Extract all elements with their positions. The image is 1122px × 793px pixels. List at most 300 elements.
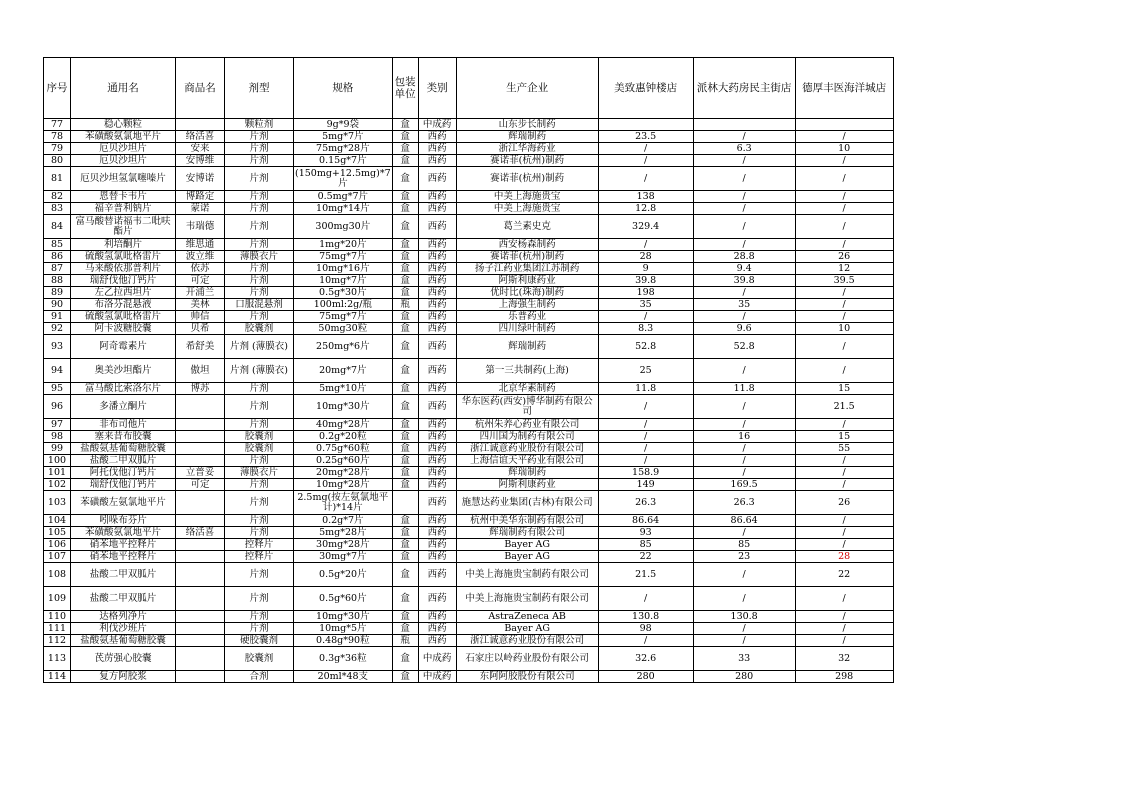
col-store-dehoufeng-cell: / — [795, 419, 893, 431]
col-manufacturer-cell: 乐普药业 — [456, 311, 598, 323]
col-store-meizhi-cell: 93 — [598, 527, 693, 539]
col-dosage-form-cell: 薄膜衣片 — [225, 467, 294, 479]
col-store-meizhi-cell: 25 — [598, 359, 693, 383]
col-store-dehoufeng-cell: / — [795, 299, 893, 311]
col-dosage-form-cell: 片剂 — [225, 395, 294, 419]
col-generic-name-cell: 奥美沙坦酯片 — [71, 359, 176, 383]
col-store-dehoufeng-cell: / — [795, 131, 893, 143]
col-store-meizhi-header: 美致惠钟楼店 — [598, 58, 693, 119]
col-dosage-form-cell: 片剂 — [225, 623, 294, 635]
col-store-meizhi-cell: / — [598, 635, 693, 647]
col-store-dehoufeng-cell: 32 — [795, 647, 893, 671]
col-brand-name-cell: 美林 — [176, 299, 225, 311]
col-package-unit-cell: 盒 — [392, 419, 418, 431]
col-store-pailin-cell: 23 — [693, 551, 795, 563]
col-index-cell: 85 — [44, 239, 71, 251]
col-category-cell: 西药 — [418, 383, 456, 395]
col-brand-name-cell — [176, 443, 225, 455]
col-package-unit-cell: 盒 — [392, 443, 418, 455]
col-store-meizhi-cell: / — [598, 587, 693, 611]
col-dosage-form-cell: 片剂 — [225, 479, 294, 491]
col-store-pailin-cell: / — [693, 131, 795, 143]
col-spec-cell: 9g*9袋 — [294, 119, 393, 131]
col-store-dehoufeng-cell: / — [795, 587, 893, 611]
col-store-meizhi-cell: 28 — [598, 251, 693, 263]
col-spec-cell: 0.5g*30片 — [294, 287, 393, 299]
table-row — [44, 455, 894, 467]
col-store-pailin-cell: / — [693, 203, 795, 215]
col-dosage-form-cell: 合剂 — [225, 671, 294, 683]
col-spec-cell: (150mg+12.5mg)*7片 — [295, 167, 391, 189]
table-row — [44, 155, 894, 167]
col-generic-name-cell: 苯磺酸左氨氯地平片 — [71, 491, 176, 515]
col-index-cell: 103 — [44, 491, 71, 515]
col-manufacturer-cell: 赛诺菲(杭州)制药 — [456, 251, 598, 263]
col-manufacturer-cell: 石家庄以岭药业股份有限公司 — [456, 647, 598, 671]
col-manufacturer-cell: 扬子江药业集团江苏制药 — [456, 263, 598, 275]
col-generic-name-cell: 盐酸二甲双胍片 — [71, 587, 176, 611]
col-manufacturer-cell: 杭州朱养心药业有限公司 — [456, 419, 598, 431]
col-spec-cell: 5mg*10片 — [294, 383, 393, 395]
table-row — [44, 623, 894, 635]
col-manufacturer-cell: 施慧达药业集团(吉林)有限公司 — [456, 491, 598, 515]
col-package-unit-cell: 盒 — [392, 287, 418, 299]
col-brand-name-cell — [176, 419, 225, 431]
col-category-cell: 西药 — [418, 263, 456, 275]
col-category-cell: 西药 — [418, 311, 456, 323]
col-spec-cell: 250mg*6片 — [294, 335, 393, 359]
col-dosage-form-cell: 片剂 — [225, 587, 294, 611]
col-index-cell: 113 — [44, 647, 71, 671]
col-spec-cell: 100ml:2g/瓶 — [294, 299, 393, 311]
col-spec-cell: 75mg*7片 — [294, 311, 393, 323]
col-dosage-form-cell: 片剂 — [225, 263, 294, 275]
col-category-cell: 西药 — [418, 551, 456, 563]
col-store-pailin-cell: 11.8 — [693, 383, 795, 395]
col-store-pailin-cell: 16 — [693, 431, 795, 443]
col-brand-name-cell — [176, 455, 225, 467]
table-row — [44, 263, 894, 275]
col-index-cell: 111 — [44, 623, 71, 635]
col-package-unit-cell: 盒 — [392, 323, 418, 335]
col-package-unit-cell: 瓶 — [392, 299, 418, 311]
col-generic-name-cell: 硫酸氢氯吡格雷片 — [71, 251, 176, 263]
col-package-unit-cell: 盒 — [392, 431, 418, 443]
col-brand-name-cell — [176, 623, 225, 635]
col-brand-name-cell: 络活喜 — [176, 131, 225, 143]
col-spec-cell: 10mg*5片 — [294, 623, 393, 635]
table-row — [44, 203, 894, 215]
col-brand-name-cell: 安来 — [176, 143, 225, 155]
col-spec-cell: 0.48g*90粒 — [294, 635, 393, 647]
col-index-cell: 91 — [44, 311, 71, 323]
col-package-unit-cell: 盒 — [392, 587, 418, 611]
col-package-unit-cell: 盒 — [392, 167, 418, 191]
col-brand-name-cell — [176, 647, 225, 671]
col-index-cell: 78 — [44, 131, 71, 143]
col-dosage-form-cell: 片剂 — [225, 275, 294, 287]
col-store-meizhi-cell: 9 — [598, 263, 693, 275]
col-store-pailin-cell: / — [693, 419, 795, 431]
col-generic-name-cell: 硝苯地平控释片 — [71, 539, 176, 551]
col-category-cell: 西药 — [418, 191, 456, 203]
col-category-cell: 西药 — [418, 155, 456, 167]
col-category-cell: 西药 — [418, 251, 456, 263]
table-row — [44, 323, 894, 335]
col-store-meizhi-cell: / — [598, 455, 693, 467]
col-category-cell: 西药 — [418, 527, 456, 539]
col-generic-name-cell: 芪苈强心胶囊 — [71, 647, 176, 671]
col-brand-name-cell: 希舒美 — [176, 335, 225, 359]
col-package-unit-cell: 盒 — [392, 539, 418, 551]
table-row — [44, 443, 894, 455]
col-generic-name-cell: 瑞舒伐他汀钙片 — [71, 275, 176, 287]
col-store-pailin-cell: 169.5 — [693, 479, 795, 491]
col-index-cell: 79 — [44, 143, 71, 155]
col-store-pailin-cell: 86.64 — [693, 515, 795, 527]
col-store-dehoufeng-cell: / — [795, 479, 893, 491]
table-row — [44, 539, 894, 551]
col-store-meizhi-cell: / — [598, 395, 693, 419]
col-store-pailin-cell: 280 — [693, 671, 795, 683]
col-brand-name-cell: 帅信 — [176, 311, 225, 323]
col-generic-name-cell: 福辛普利钠片 — [71, 203, 176, 215]
col-brand-name-cell: 安博维 — [176, 155, 225, 167]
col-store-pailin-cell: / — [693, 215, 795, 239]
col-store-pailin-cell: / — [693, 635, 795, 647]
col-package-unit-cell: 盒 — [392, 455, 418, 467]
col-store-dehoufeng-cell: 22 — [795, 563, 893, 587]
col-store-pailin-cell: / — [693, 443, 795, 455]
col-generic-name-cell: 阿卡波糖胶囊 — [71, 323, 176, 335]
col-brand-name-cell: 博路定 — [176, 191, 225, 203]
col-dosage-form-cell: 控释片 — [225, 539, 294, 551]
col-store-dehoufeng-cell: 12 — [795, 263, 893, 275]
col-generic-name-cell: 富马酸替诺福韦二吡呋酯片 — [71, 215, 176, 239]
col-index-cell: 90 — [44, 299, 71, 311]
col-category-cell: 西药 — [418, 491, 456, 515]
table-row — [44, 215, 894, 239]
col-store-pailin-cell: 6.3 — [693, 143, 795, 155]
table-row — [44, 419, 894, 431]
col-dosage-form-cell: 硬胶囊剂 — [225, 635, 294, 647]
col-brand-name-cell — [176, 539, 225, 551]
col-brand-name-cell — [176, 563, 225, 587]
col-index-cell: 114 — [44, 671, 71, 683]
col-index-cell: 82 — [44, 191, 71, 203]
col-store-meizhi-cell: 52.8 — [598, 335, 693, 359]
col-category-cell: 西药 — [418, 623, 456, 635]
table-row — [44, 467, 894, 479]
col-spec-cell: 10mg*30片 — [294, 611, 393, 623]
col-manufacturer-cell: 辉瑞制药 — [456, 335, 598, 359]
col-package-unit-cell: 盒 — [392, 671, 418, 683]
col-store-meizhi-cell: 22 — [598, 551, 693, 563]
col-generic-name-cell: 利培酮片 — [71, 239, 176, 251]
table-row — [44, 587, 894, 611]
col-store-pailin-cell: / — [693, 155, 795, 167]
col-brand-name-cell — [176, 491, 225, 515]
col-store-dehoufeng-cell: 15 — [795, 383, 893, 395]
col-package-unit-cell: 盒 — [392, 563, 418, 587]
col-generic-name-cell: 盐酸二甲双胍片 — [71, 563, 176, 587]
col-index-cell: 112 — [44, 635, 71, 647]
table-row — [44, 191, 894, 203]
col-manufacturer-cell: 辉瑞制药 — [456, 467, 598, 479]
col-store-pailin-cell: 33 — [693, 647, 795, 671]
col-package-unit-cell: 盒 — [392, 155, 418, 167]
col-store-pailin-cell: 130.8 — [693, 611, 795, 623]
col-brand-name-cell: 波立维 — [176, 251, 225, 263]
col-index-cell: 95 — [44, 383, 71, 395]
table-row — [44, 563, 894, 587]
col-package-unit-cell: 盒 — [392, 275, 418, 287]
col-index-cell: 84 — [44, 215, 71, 239]
col-generic-name-cell: 塞来昔布胶囊 — [71, 431, 176, 443]
col-brand-name-cell — [176, 611, 225, 623]
col-dosage-form-cell: 片剂 — [225, 203, 294, 215]
col-store-dehoufeng-cell: 21.5 — [795, 395, 893, 419]
col-manufacturer-cell: 中美上海施贵宝制药有限公司 — [456, 563, 598, 587]
col-category-cell: 西药 — [418, 215, 456, 239]
col-generic-name-cell: 硫酸氢氯吡格雷片 — [71, 311, 176, 323]
col-store-dehoufeng-cell: / — [795, 623, 893, 635]
col-store-meizhi-cell: 158.9 — [598, 467, 693, 479]
col-generic-name-cell: 富马酸比索洛尔片 — [71, 383, 176, 395]
col-generic-name-cell: 稳心颗粒 — [71, 119, 176, 131]
col-package-unit-cell: 盒 — [392, 335, 418, 359]
col-store-pailin-cell: 52.8 — [693, 335, 795, 359]
col-index-cell: 105 — [44, 527, 71, 539]
col-index-cell: 92 — [44, 323, 71, 335]
col-category-cell: 西药 — [418, 515, 456, 527]
col-dosage-form-cell: 片剂 — [225, 143, 294, 155]
col-package-unit-cell: 盒 — [392, 191, 418, 203]
col-store-dehoufeng-cell: 26 — [795, 251, 893, 263]
table-row — [44, 491, 894, 515]
col-index-header: 序号 — [44, 58, 71, 119]
col-store-dehoufeng-cell: 298 — [795, 671, 893, 683]
col-store-dehoufeng-cell: / — [795, 335, 893, 359]
col-store-meizhi-cell: 23.5 — [598, 131, 693, 143]
col-manufacturer-cell: 辉瑞制药有限公司 — [456, 527, 598, 539]
col-generic-name-cell: 阿奇霉素片 — [71, 335, 176, 359]
col-store-meizhi-cell: 32.6 — [598, 647, 693, 671]
col-spec-cell: 5mg*28片 — [294, 527, 393, 539]
col-generic-name-cell: 马来酸依那普利片 — [71, 263, 176, 275]
col-store-dehoufeng-cell: 15 — [795, 431, 893, 443]
col-index-cell: 93 — [44, 335, 71, 359]
table-row — [44, 515, 894, 527]
col-package-unit-cell: 盒 — [392, 479, 418, 491]
col-store-meizhi-cell: 198 — [598, 287, 693, 299]
col-store-meizhi-cell: 329.4 — [598, 215, 693, 239]
col-spec-cell: 0.25g*60片 — [294, 455, 393, 467]
col-package-unit-cell: 盒 — [392, 647, 418, 671]
col-dosage-form-cell: 片剂 — [225, 215, 294, 239]
col-store-dehoufeng-cell: / — [795, 527, 893, 539]
col-manufacturer-cell: Bayer AG — [456, 551, 598, 563]
col-index-cell: 107 — [44, 551, 71, 563]
col-spec-cell: 0.2g*20粒 — [294, 431, 393, 443]
col-manufacturer-cell: 阿斯利康药业 — [456, 275, 598, 287]
col-manufacturer-cell: 中美上海施贵宝 — [456, 203, 598, 215]
col-category-header: 类别 — [418, 58, 456, 119]
col-spec-cell: 0.5g*60片 — [294, 587, 393, 611]
col-store-dehoufeng-cell: / — [795, 467, 893, 479]
col-store-pailin-cell: / — [693, 167, 795, 191]
col-category-cell: 西药 — [418, 563, 456, 587]
table-row — [44, 611, 894, 623]
col-index-cell: 94 — [44, 359, 71, 383]
col-brand-name-cell: 开浦兰 — [176, 287, 225, 299]
col-generic-name-cell: 多潘立酮片 — [71, 395, 176, 419]
col-store-pailin-cell: 35 — [693, 299, 795, 311]
col-brand-name-cell: 可定 — [176, 275, 225, 287]
col-brand-name-header: 商品名 — [176, 58, 225, 119]
col-store-meizhi-cell — [598, 119, 693, 131]
col-manufacturer-cell: 华东医药(西安)博华制药有限公司 — [456, 395, 598, 419]
col-package-unit-cell: 盒 — [392, 611, 418, 623]
col-spec-cell: 0.75g*60粒 — [294, 443, 393, 455]
col-index-cell: 81 — [44, 167, 71, 191]
col-dosage-form-cell: 片剂 — [225, 131, 294, 143]
col-store-pailin-cell: / — [693, 527, 795, 539]
col-store-dehoufeng-cell — [795, 119, 893, 131]
col-store-meizhi-cell: 280 — [598, 671, 693, 683]
col-store-meizhi-cell: 138 — [598, 191, 693, 203]
col-brand-name-cell: 立普妥 — [176, 467, 225, 479]
col-index-cell: 101 — [44, 467, 71, 479]
col-store-pailin-cell: / — [693, 467, 795, 479]
col-category-cell: 西药 — [418, 455, 456, 467]
col-spec-cell: 1mg*20片 — [294, 239, 393, 251]
col-brand-name-cell — [176, 431, 225, 443]
col-generic-name-cell: 硝苯地平控释片 — [71, 551, 176, 563]
col-dosage-form-cell: 胶囊剂 — [225, 647, 294, 671]
col-index-cell: 87 — [44, 263, 71, 275]
col-dosage-form-cell: 胶囊剂 — [225, 443, 294, 455]
col-store-pailin-cell: / — [693, 587, 795, 611]
col-generic-name-cell: 恩替卡韦片 — [71, 191, 176, 203]
col-store-dehoufeng-cell: 26 — [795, 491, 893, 515]
col-category-cell: 西药 — [418, 443, 456, 455]
col-category-cell: 西药 — [418, 323, 456, 335]
col-dosage-form-header: 剂型 — [225, 58, 294, 119]
col-package-unit-cell: 盒 — [392, 623, 418, 635]
col-index-cell: 108 — [44, 563, 71, 587]
col-manufacturer-cell: 中美上海施贵宝制药有限公司 — [456, 587, 598, 611]
col-store-meizhi-cell: 8.3 — [598, 323, 693, 335]
col-package-unit-cell: 盒 — [392, 143, 418, 155]
col-spec-cell: 0.3g*36粒 — [294, 647, 393, 671]
col-manufacturer-cell: 浙江华海药业 — [456, 143, 598, 155]
col-spec-cell: 10mg*7片 — [294, 275, 393, 287]
col-dosage-form-cell: 片剂 — [225, 515, 294, 527]
col-dosage-form-cell: 片剂 — [225, 239, 294, 251]
col-generic-name-cell: 瑞舒伐他汀钙片 — [71, 479, 176, 491]
col-package-unit-cell: 盒 — [392, 263, 418, 275]
col-dosage-form-cell: 片剂 — [225, 383, 294, 395]
col-package-unit-cell: 盒 — [392, 467, 418, 479]
col-manufacturer-cell: 阿斯利康药业 — [456, 479, 598, 491]
col-index-cell: 110 — [44, 611, 71, 623]
col-dosage-form-cell: 片剂 (薄膜衣) — [225, 359, 294, 383]
col-category-cell: 西药 — [418, 167, 456, 191]
col-generic-name-cell: 利伐沙班片 — [71, 623, 176, 635]
col-store-meizhi-cell: 86.64 — [598, 515, 693, 527]
col-package-unit-cell: 盒 — [392, 515, 418, 527]
col-store-meizhi-cell: 11.8 — [598, 383, 693, 395]
col-store-meizhi-cell: / — [598, 143, 693, 155]
col-category-cell: 西药 — [418, 587, 456, 611]
col-manufacturer-cell: Bayer AG — [456, 539, 598, 551]
table-row — [44, 431, 894, 443]
col-category-cell: 西药 — [418, 395, 456, 419]
col-brand-name-cell — [176, 551, 225, 563]
col-store-dehoufeng-cell: 28 — [795, 551, 893, 563]
col-dosage-form-cell: 片剂 — [225, 455, 294, 467]
col-store-meizhi-cell: 130.8 — [598, 611, 693, 623]
col-store-dehoufeng-cell: / — [795, 311, 893, 323]
col-brand-name-cell: 安博诺 — [176, 167, 225, 191]
col-brand-name-cell: 博苏 — [176, 383, 225, 395]
col-brand-name-cell — [176, 515, 225, 527]
col-index-cell: 80 — [44, 155, 71, 167]
col-brand-name-cell: 傲坦 — [176, 359, 225, 383]
col-dosage-form-cell: 片剂 — [225, 419, 294, 431]
col-manufacturer-cell: 四川国为制药有限公司 — [456, 431, 598, 443]
col-manufacturer-cell: 辉瑞制药 — [456, 131, 598, 143]
col-generic-name-cell: 复方阿胶浆 — [71, 671, 176, 683]
col-dosage-form-cell: 片剂 — [225, 563, 294, 587]
col-brand-name-cell — [176, 635, 225, 647]
table-row — [44, 287, 894, 299]
col-generic-name-cell: 苯磺酸氨氯地平片 — [71, 527, 176, 539]
col-package-unit-header: 包装单位 — [392, 58, 418, 119]
col-generic-name-header: 通用名 — [71, 58, 176, 119]
col-manufacturer-cell: 北京华素制药 — [456, 383, 598, 395]
col-manufacturer-header: 生产企业 — [456, 58, 598, 119]
col-manufacturer-cell: AstraZeneca AB — [456, 611, 598, 623]
col-manufacturer-cell: 杭州中美华东制药有限公司 — [456, 515, 598, 527]
col-dosage-form-cell: 薄膜衣片 — [225, 251, 294, 263]
table-row — [44, 239, 894, 251]
col-dosage-form-cell: 片剂 — [225, 611, 294, 623]
col-generic-name-cell: 盐酸二甲双胍片 — [71, 455, 176, 467]
col-index-cell: 96 — [44, 395, 71, 419]
col-store-meizhi-cell: 21.5 — [598, 563, 693, 587]
col-index-cell: 98 — [44, 431, 71, 443]
col-store-pailin-cell: / — [693, 287, 795, 299]
col-manufacturer-cell: 山东步长制药 — [456, 119, 598, 131]
col-store-meizhi-cell: 149 — [598, 479, 693, 491]
table-row — [44, 251, 894, 263]
col-index-cell: 86 — [44, 251, 71, 263]
col-category-cell: 西药 — [418, 299, 456, 311]
col-store-dehoufeng-cell: 39.5 — [795, 275, 893, 287]
col-store-dehoufeng-cell: / — [795, 167, 893, 191]
col-store-meizhi-cell: / — [598, 431, 693, 443]
col-generic-name-cell: 厄贝沙坦氢氯噻嗪片 — [71, 167, 176, 191]
table-row — [44, 311, 894, 323]
col-spec-cell: 0.5g*20片 — [294, 563, 393, 587]
col-spec-cell: 2.5mg(按左氨氯地平计)*14片 — [294, 491, 393, 515]
col-category-cell: 中成药 — [418, 647, 456, 671]
col-manufacturer-cell: 东阿阿胶股份有限公司 — [456, 671, 598, 683]
col-store-pailin-cell: / — [693, 359, 795, 383]
col-index-cell: 100 — [44, 455, 71, 467]
